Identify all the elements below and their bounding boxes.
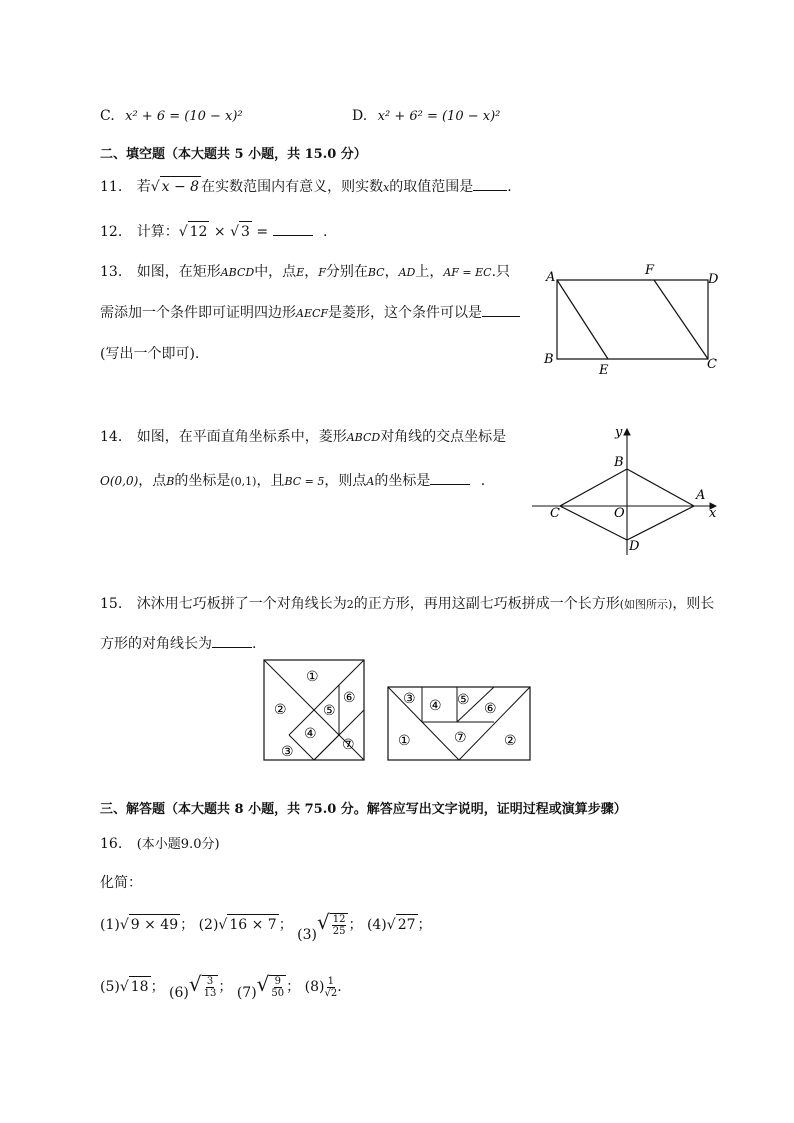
radicand: 9 × 49 [129,914,180,935]
piece-1: ① [398,733,411,749]
fraction [324,976,337,999]
point-label-o: O [614,506,625,521]
math-term: BC = 5 [284,475,325,488]
piece-5: ⑤ [323,703,336,719]
math-term: AD [398,266,416,279]
numerator: 12 [332,913,346,925]
radicand: 16 × 7 [227,914,278,935]
question-14-line-2 [100,470,485,492]
question-number: 12. [100,224,123,240]
question-text: 在实数范围内有意义，则实数 [201,179,384,195]
times-sign: × [213,224,226,240]
radical-sign: √ [317,910,330,934]
separator: ； [417,917,432,933]
option-d [352,106,500,127]
math-term: A [366,475,375,488]
radicand [202,975,219,999]
math-term: BC [367,266,385,279]
item-label: (4) [366,917,387,933]
separator: ； [286,979,301,995]
period: . [252,636,257,652]
question-16-row-2 [100,974,342,1008]
item-label: (1) [100,917,120,933]
answer-blank[interactable] [273,221,313,236]
radical-sign: √ [230,224,240,240]
question-number: 11. [100,179,123,195]
denominator: 25 [332,925,346,937]
option-c-label: C. [100,108,115,124]
question-text: 分别在 [325,264,368,280]
radicand: 27 [396,914,418,935]
numerator: 1 [327,975,334,987]
question-16-instruction: 化简： [100,875,142,891]
axis-label-y: y [615,425,623,440]
question-text: 如图，在平面直角坐标系中，菱形 [136,429,347,445]
piece-6: ⑥ [484,701,497,717]
section-2-title: 二、填空题（本大题共 5 小题，共 15.0 分） [100,147,367,162]
question-13-line-3: (写出一个即可). [100,346,200,362]
separator: ； [278,917,293,933]
axis-label-x: x [709,506,717,521]
question-number: 15. [100,596,123,612]
question-text: 若 [136,179,151,195]
period: . [323,224,328,240]
fraction [271,976,284,999]
math-term: F [318,266,326,279]
question-15-line-1 [100,594,714,615]
radicand [269,975,286,999]
answer-blank[interactable] [430,470,470,485]
piece-3: ③ [281,744,294,760]
separator: ； [180,917,195,933]
question-text: 上， [415,264,444,280]
period: . [480,473,486,489]
radical-sign: √ [218,917,228,933]
piece-4: ④ [304,726,317,742]
piece-2: ② [274,702,287,718]
denominator: 13 [203,987,217,999]
math-term: 2 [346,598,354,611]
item-label: (2) [198,917,219,933]
question-text: 如图，在矩形 [136,264,221,280]
piece-2: ② [504,733,517,749]
math-term: B [166,475,175,488]
point-label-c: C [707,357,717,372]
question-text: ， [304,264,319,280]
math-term: ABCD [346,431,381,444]
point-label-e: E [599,363,609,378]
question-text: 的正方形，再用这副七巧板拼成一个长方形 [353,596,620,612]
question-text: (如图所示) [619,598,673,611]
question-15-line-2 [100,633,256,654]
question-text: 是菱形，这个条件可以是 [328,305,483,321]
denominator: 50 [271,987,285,999]
variable: x [383,181,390,194]
piece-3: ③ [403,691,416,707]
separator: ； [218,979,233,995]
question-text: 需添加一个条件即可证明四边形 [100,305,296,321]
question-text: ，点 [138,473,167,489]
point-label-a: A [696,488,706,503]
numerator: 9 [274,975,281,987]
point-label-b: B [544,352,554,367]
section-3-title: 三、解答题（本大题共 8 小题，共 75.0 分。解答应写出文字说明，证明过程或演算步骤） [100,802,627,817]
question-text: ，则点 [324,473,367,489]
rectangle-figure [538,262,728,382]
piece-6: ⑥ [343,690,356,706]
question-text: ，且 [256,473,285,489]
answer-blank[interactable] [482,302,520,317]
radical-sign: √ [119,917,129,933]
rhombus-figure [528,425,728,560]
item-label: (5) [100,979,120,995]
point-label-b: B [614,455,624,470]
radical-sign: √ [119,979,129,995]
piece-4: ④ [429,698,442,714]
option-c-expression: x² + 6 = (10 − x)² [125,109,243,124]
question-number: 14. [100,429,123,445]
fraction [204,976,217,999]
question-text: 的坐标是 [374,473,431,489]
option-d-label: D. [352,108,368,124]
question-text: 的坐标是 [174,473,231,489]
math-term: (0,1) [230,475,257,488]
point-label-d: D [629,539,640,554]
radical-sign: √ [386,917,396,933]
radicand: x − 8 [160,176,201,197]
math-term: O(0,0) [100,474,139,488]
item-label: (6) [169,985,189,1001]
question-text: 计算： [136,224,179,240]
tangram-square-figure [263,659,367,763]
item-label: (7) [236,985,257,1001]
question-text: 对角线的交点坐标是 [380,429,507,445]
question-text: 的取值范围是 [389,179,474,195]
math-term: AECF [296,307,329,320]
question-12 [100,221,328,242]
question-14-line-1 [100,427,506,448]
tangram-rectangle-figure [386,686,532,764]
question-text: ，则长 [672,596,715,612]
radicand: 18 [129,976,151,997]
piece-5: ⑤ [457,692,470,708]
math-term: E [296,266,305,279]
question-text: 沐沐用七巧板拼了一个对角线长为 [136,596,347,612]
question-text: 中，点 [254,264,297,280]
separator: ； [150,979,165,995]
math-term: ABCD [220,266,255,279]
piece-7: ⑦ [454,730,467,746]
item-label: (3) [297,927,317,943]
radicand: 3 [239,221,252,242]
question-11 [100,176,512,198]
radicand: 12 [188,221,210,242]
option-d-expression: x² + 6² = (10 − x)² [377,109,501,124]
radicand [330,913,349,937]
item-label: (8) [304,979,325,995]
numerator: 3 [206,975,214,987]
denominator: √2 [324,987,338,999]
question-text: .只 [491,264,511,280]
radical-sign: √ [150,179,160,195]
period: . [507,179,512,195]
point-label-d: D [708,272,719,287]
answer-blank[interactable] [212,633,252,648]
separator: ； [348,917,363,933]
radical-sign: √ [188,972,202,996]
question-16-header [100,834,220,855]
fraction [332,914,347,937]
radical-sign: √ [256,972,270,996]
question-text: 方形的对角线长为 [100,636,212,652]
point-label-a: A [546,270,556,285]
points-note: (本小题9.0分) [136,837,220,852]
answer-blank[interactable] [473,176,507,191]
question-number: 13. [100,264,123,280]
separator: . [337,979,342,995]
question-text: ， [384,264,399,280]
math-term: AF = EC [443,266,492,279]
equals-sign: = [256,224,269,240]
option-c [100,106,243,127]
point-label-c: C [550,506,560,521]
question-13-line-1 [100,262,510,283]
piece-7: ⑦ [342,737,355,753]
piece-1: ① [306,669,319,685]
question-number: 16. [100,836,123,852]
radical-sign: √ [178,224,188,240]
point-label-f: F [645,263,655,278]
question-13-line-2 [100,302,520,324]
question-16-row-1 [100,912,432,946]
